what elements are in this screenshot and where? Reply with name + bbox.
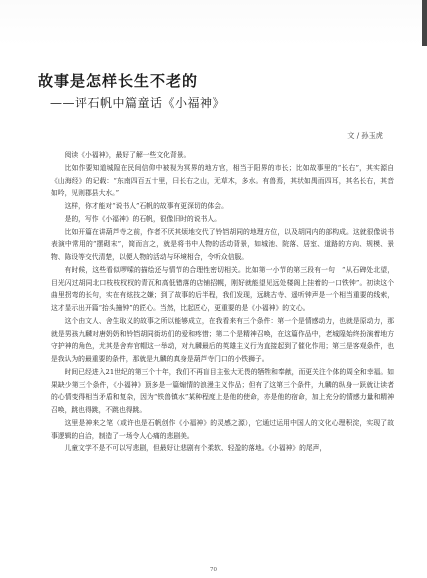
paragraph: 有时候，这些看似啰嗦的描绘还与情节的合理性密切相关。比如第一小节的第三段有一句 “从石碑处北望，目光闪过胡同北口枝枝杈杈的青瓦和高低错落的店铺招幌，刚好就能望见远处楼阁上挂着的一口铁钟”。初读这个曲里拐弯的长句，实在有炫技之嫌；到了故事的后半程，我们发现，远眺古寺、遥听钟声是一个相当重要的线索，这才显示出开篇“抬头撞钟”的匠心。当然，比起匠心，更重要的是《小福神》的文心。 (51, 265, 394, 312)
article-body (51, 149, 394, 455)
paragraph: 时间已经进入21世纪的第三个十年，我们不再盲目主张大无畏的牺牲和奉献，而更关注个体的周全和幸福。如果缺少第三个条件，《小福神》顶多是一篇煽情的浪漫主义作品；但有了这第三个条件，九麟的纵身一跃就让读者的心情变得相当矛盾和复杂，因为“铁兽镇水”某种程度上是他的使命，亦是他的宿命，加上充分的情感力量和精神召唤，跳也得跳，不跳也得跳。 (51, 367, 394, 414)
paragraph: 这个由文人、舍生取义的故事之所以能够成立，在我看来有三个条件：第一个是情感动力，也就是原动力，那就是男孩九麟对唐奶奶和铃铛胡同街坊们的爱和疼惜；第二个是精神召唤，在这篇作品中，老城隍始终扮演着地方守护神的角色，尤其是舍弃官帽这一举动，对九麟最后的英雄主义行为直接起到了催化作用；第三是客观条件，也是我认为的最重要的条件，那就是九麟的真身是葫芦寺门口的小铁狮子。 (51, 316, 394, 363)
article-title: 故事是怎样长生不老的 (38, 72, 199, 90)
article-subtitle: ——评石帆中篇童话《小福神》 (50, 96, 226, 110)
corner-tab-mark (422, 0, 427, 46)
page-number: 70 (210, 567, 217, 573)
paragraph: 比如开篇在讲葫芦寺之前，作者不厌其烦地交代了铃铛胡同的地理方位，以及胡同内的部构成。这就很像说书表演中常用的“摆砌末”，简而言之，就是将书中人物的活动背景，如城池、院落、居室、道路的方向、规模、景物、陈设等交代清楚，以便人物的活动与环境相合，令听众信服。 (51, 227, 394, 261)
paragraph: 是的，写作《小福神》的石帆，很像旧时的说书人。 (64, 214, 221, 223)
article-author: 文 / 孙玉虎 (347, 131, 383, 140)
paragraph: 阅读《小福神》，最好了解一些文化背景。 (64, 151, 191, 159)
paragraph: 这里是神来之笔（或许也是石帆创作《小福神》的灵感之源），它通过运用中国人的文化心理积淀，实现了故事逻辑的自洽，制造了一场令人心痛的悲剧美。 (51, 418, 394, 440)
paragraph: 儿童文学不是不可以写悲剧，但最好让悲剧有个柔软、轻盈的落地。《小福神》的尾声， (64, 444, 327, 453)
header-strip (0, 0, 427, 46)
paragraph: 比如作要知道城隍在民间信仰中被视为冥界的地方官，相当于阳界的市长；比如故事里的“长右”，其实源自《山海经》的记载：“东南四百五十里，曰长右之山，无草木，多水。有兽焉，其状如禺而四耳，其名长右，其音如吟，见则郡县大水。” (51, 163, 394, 198)
paragraph: 这样，你才能对“说书人”石帆的故事有更深切的体会。 (64, 202, 228, 210)
